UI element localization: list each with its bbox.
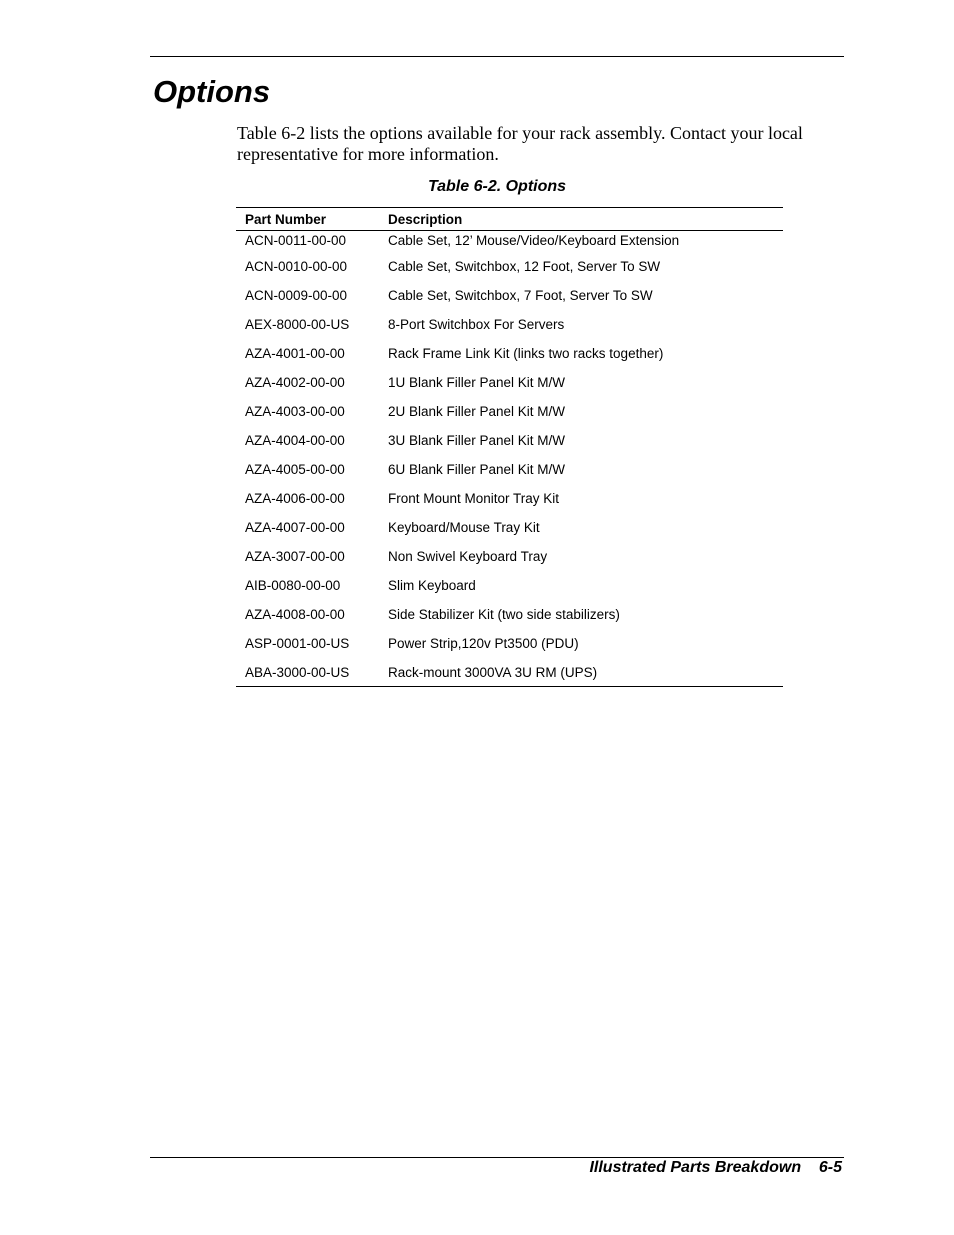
table-row bbox=[236, 287, 783, 316]
description-cell: Cable Set, Switchbox, 7 Foot, Server To SW bbox=[388, 288, 653, 303]
part-number-cell: AZA-4006-00-00 bbox=[245, 491, 345, 506]
description-cell: Cable Set, Switchbox, 12 Foot, Server To SW bbox=[388, 259, 661, 274]
table-header-row bbox=[236, 208, 783, 231]
description-cell: 3U Blank Filler Panel Kit M/W bbox=[388, 433, 566, 448]
description-cell: Rack Frame Link Kit (links two racks together) bbox=[388, 346, 664, 361]
options-table bbox=[236, 207, 783, 687]
page-title: Options bbox=[153, 74, 271, 109]
part-number-cell: ABA-3000-00-US bbox=[236, 664, 388, 687]
description-cell: Keyboard/Mouse Tray Kit bbox=[388, 520, 540, 535]
description-cell: 6U Blank Filler Panel Kit M/W bbox=[388, 462, 566, 477]
part-number-cell: AZA-4005-00-00 bbox=[245, 462, 345, 477]
part-number-cell: AZA-4008-00-00 bbox=[245, 607, 345, 622]
column-header-description: Description bbox=[388, 208, 783, 231]
table-row bbox=[236, 664, 783, 687]
part-number-cell: ASP-0001-00-US bbox=[245, 636, 350, 651]
part-number-cell: AZA-4004-00-00 bbox=[245, 433, 345, 448]
table-row bbox=[236, 316, 783, 345]
table-row bbox=[236, 548, 783, 577]
part-number-cell: ACN-0011-00-00 bbox=[245, 233, 347, 248]
table-row bbox=[236, 403, 783, 432]
page-footer bbox=[589, 1158, 842, 1178]
table-row bbox=[236, 490, 783, 519]
table-row bbox=[236, 374, 783, 403]
description-cell: Power Strip,120v Pt3500 (PDU) bbox=[388, 636, 579, 651]
intro-paragraph: Table 6-2 lists the options available for your rack assembly. Contact your local representative for more information. bbox=[237, 123, 803, 164]
part-number-cell: AZA-4001-00-00 bbox=[245, 346, 345, 361]
description-cell: Front Mount Monitor Tray Kit bbox=[388, 491, 560, 506]
table-row bbox=[236, 577, 783, 606]
table-body bbox=[236, 231, 783, 687]
part-number-cell: ACN-0010-00-00 bbox=[245, 259, 348, 274]
part-number-cell: AZA-3007-00-00 bbox=[245, 549, 345, 564]
table-row bbox=[236, 258, 783, 287]
description-cell: Rack-mount 3000VA 3U RM (UPS) bbox=[388, 664, 783, 687]
table-row bbox=[236, 432, 783, 461]
table-caption: Table 6-2. Options bbox=[427, 178, 567, 195]
part-number-cell: AEX-8000-00-US bbox=[245, 317, 350, 332]
header-rule bbox=[150, 56, 844, 57]
column-header-part-number: Part Number bbox=[236, 208, 388, 231]
description-cell: 1U Blank Filler Panel Kit M/W bbox=[388, 375, 566, 390]
description-cell: Non Swivel Keyboard Tray bbox=[388, 549, 548, 564]
part-number-cell: AZA-4007-00-00 bbox=[245, 520, 345, 535]
description-cell: 2U Blank Filler Panel Kit M/W bbox=[388, 404, 566, 419]
description-cell: Side Stabilizer Kit (two side stabilizers) bbox=[388, 607, 620, 622]
table-row bbox=[236, 231, 783, 259]
description-cell: 8-Port Switchbox For Servers bbox=[388, 317, 565, 332]
part-number-cell: ACN-0009-00-00 bbox=[245, 288, 348, 303]
table-row bbox=[236, 606, 783, 635]
description-cell: Cable Set, 12’ Mouse/Video/Keyboard Extension bbox=[388, 233, 680, 248]
part-number-cell: AIB-0080-00-00 bbox=[245, 578, 341, 593]
footer-section-title: Illustrated Parts Breakdown bbox=[589, 1159, 802, 1176]
table-row bbox=[236, 345, 783, 374]
table-row bbox=[236, 461, 783, 490]
part-number-cell: AZA-4002-00-00 bbox=[245, 375, 345, 390]
table-row bbox=[236, 519, 783, 548]
footer-page-number: 6-5 bbox=[818, 1159, 842, 1176]
footer-spacer bbox=[801, 1159, 819, 1176]
table-row bbox=[236, 635, 783, 664]
part-number-cell: AZA-4003-00-00 bbox=[245, 404, 345, 419]
description-cell: Slim Keyboard bbox=[388, 578, 476, 593]
